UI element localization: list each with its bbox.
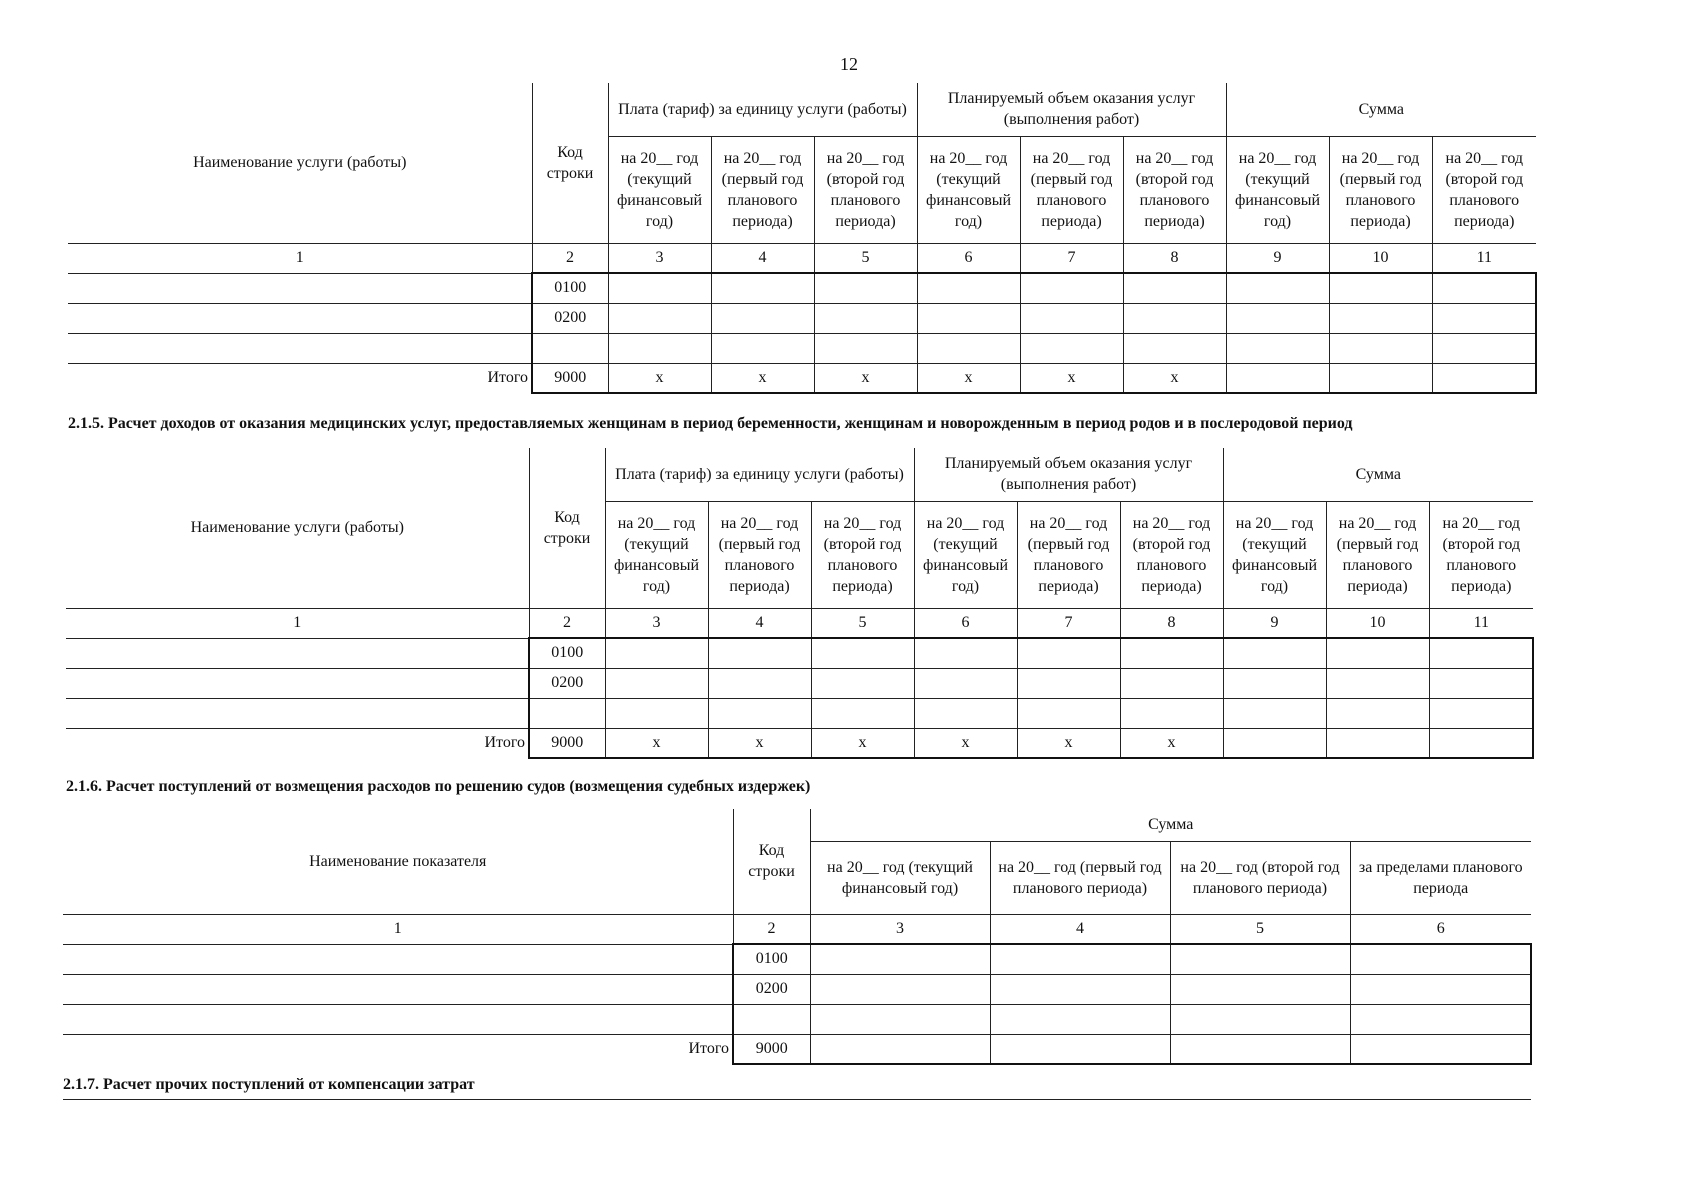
row-code: 0100 xyxy=(532,273,608,303)
total-label: Итого xyxy=(66,728,529,758)
col-number: 6 xyxy=(1350,914,1531,944)
section-title-2-1-5: 2.1.5. Расчет доходов от оказания медицинских услуг, предоставляемых женщинам в период беременности, женщинам и новорожденным в период родов и в послеродовой период xyxy=(68,415,1353,432)
group-header-tariff: Плата (тариф) за единицу услуги (работы) xyxy=(605,448,914,501)
col-number: 9 xyxy=(1223,608,1326,638)
table-court-refunds xyxy=(63,809,1532,1065)
col-number: 2 xyxy=(532,243,608,273)
col-number: 5 xyxy=(811,608,914,638)
total-label: Итого xyxy=(68,363,532,393)
col-number: 11 xyxy=(1429,608,1533,638)
total-row xyxy=(63,1034,1531,1064)
col-number: 5 xyxy=(1170,914,1350,944)
col-header-year-current: на 20__ год (текущий финансовый год) xyxy=(605,501,708,608)
col-header-year-second: на 20__ год (второй год планового периода) xyxy=(1123,136,1226,243)
col-number: 8 xyxy=(1120,608,1223,638)
col-header-code: Код строки xyxy=(532,83,608,243)
row-code xyxy=(529,698,605,728)
col-number: 5 xyxy=(814,243,917,273)
x-mark: x xyxy=(1120,728,1223,758)
col-header-year-current: на 20__ год (текущий финансовый год) xyxy=(914,501,1017,608)
col-number: 4 xyxy=(708,608,811,638)
col-header-name: Наименование показателя xyxy=(63,809,733,914)
group-header-sum: Сумма xyxy=(810,809,1531,841)
col-number: 11 xyxy=(1432,243,1536,273)
x-mark: x xyxy=(917,363,1020,393)
x-mark: x xyxy=(814,363,917,393)
col-header-year-second: на 20__ год (второй год планового периода) xyxy=(1170,841,1350,914)
col-number: 6 xyxy=(917,243,1020,273)
col-header-year-first: на 20__ год (первый год планового периода) xyxy=(1326,501,1429,608)
col-header-year-first: на 20__ год (первый год планового периода) xyxy=(1020,136,1123,243)
col-header-year-current: на 20__ год (текущий финансовый год) xyxy=(810,841,990,914)
x-mark: x xyxy=(1017,728,1120,758)
table-row xyxy=(66,668,1533,698)
col-header-year-second: на 20__ год (второй год планового периода) xyxy=(811,501,914,608)
col-header-name: Наименование услуги (работы) xyxy=(68,83,532,243)
col-header-year-second: на 20__ год (второй год планового периода) xyxy=(1432,136,1536,243)
x-mark: x xyxy=(708,728,811,758)
group-header-tariff: Плата (тариф) за единицу услуги (работы) xyxy=(608,83,917,136)
col-number: 1 xyxy=(63,914,733,944)
col-header-year-first: на 20__ год (первый год планового периода) xyxy=(711,136,814,243)
x-mark: x xyxy=(1123,363,1226,393)
col-header-year-current: на 20__ год (текущий финансовый год) xyxy=(1223,501,1326,608)
col-number: 7 xyxy=(1020,243,1123,273)
row-code xyxy=(532,333,608,363)
row-code: 0200 xyxy=(529,668,605,698)
row-code: 0100 xyxy=(529,638,605,668)
col-header-code: Код строки xyxy=(529,448,605,608)
col-number: 10 xyxy=(1329,243,1432,273)
col-header-year-second: на 20__ год (второй год планового периода) xyxy=(1429,501,1533,608)
total-label: Итого xyxy=(63,1034,733,1064)
section-underline xyxy=(63,1099,1531,1100)
col-number: 4 xyxy=(990,914,1170,944)
table-row xyxy=(63,974,1531,1004)
total-code: 9000 xyxy=(532,363,608,393)
col-number: 10 xyxy=(1326,608,1429,638)
col-number: 3 xyxy=(608,243,711,273)
group-header-volume: Планируемый объем оказания услуг (выполнения работ) xyxy=(917,83,1226,136)
col-number: 3 xyxy=(810,914,990,944)
col-header-code: Код строки xyxy=(733,809,810,914)
col-header-year-second: на 20__ год (второй год планового периода) xyxy=(1120,501,1223,608)
col-header-year-current: на 20__ год (текущий финансовый год) xyxy=(917,136,1020,243)
table-services-1 xyxy=(68,83,1537,394)
row-code: 0200 xyxy=(532,303,608,333)
table-row xyxy=(66,698,1533,728)
col-number: 7 xyxy=(1017,608,1120,638)
col-header-year-current: на 20__ год (текущий финансовый год) xyxy=(608,136,711,243)
row-code: 0100 xyxy=(733,944,810,974)
table-row xyxy=(63,944,1531,974)
col-header-year-second: на 20__ год (второй год планового периода) xyxy=(814,136,917,243)
x-mark: x xyxy=(711,363,814,393)
table-row xyxy=(63,1004,1531,1034)
col-header-year-current: на 20__ год (текущий финансовый год) xyxy=(1226,136,1329,243)
page-number: 12 xyxy=(840,54,858,74)
group-header-sum: Сумма xyxy=(1223,448,1533,501)
group-header-sum: Сумма xyxy=(1226,83,1536,136)
col-number: 1 xyxy=(68,243,532,273)
col-number: 8 xyxy=(1123,243,1226,273)
total-code: 9000 xyxy=(733,1034,810,1064)
table-row xyxy=(68,303,1536,333)
x-mark: x xyxy=(605,728,708,758)
table-row xyxy=(68,273,1536,303)
table-row xyxy=(68,333,1536,363)
col-number: 3 xyxy=(605,608,708,638)
x-mark: x xyxy=(811,728,914,758)
total-row xyxy=(66,728,1533,758)
col-header-name: Наименование услуги (работы) xyxy=(66,448,529,608)
col-number: 1 xyxy=(66,608,529,638)
x-mark: x xyxy=(914,728,1017,758)
col-number: 6 xyxy=(914,608,1017,638)
col-header-year-first: на 20__ год (первый год планового периода) xyxy=(990,841,1170,914)
col-header-year-first: на 20__ год (первый год планового периода) xyxy=(1329,136,1432,243)
section-title-2-1-7: 2.1.7. Расчет прочих поступлений от компенсации затрат xyxy=(63,1076,475,1093)
total-code: 9000 xyxy=(529,728,605,758)
col-header-year-first: на 20__ год (первый год планового периода) xyxy=(1017,501,1120,608)
x-mark: x xyxy=(608,363,711,393)
row-code: 0200 xyxy=(733,974,810,1004)
col-header-year-first: на 20__ год (первый год планового периода) xyxy=(708,501,811,608)
total-row xyxy=(68,363,1536,393)
col-header-beyond: за пределами планового периода xyxy=(1350,841,1531,914)
section-title-2-1-6: 2.1.6. Расчет поступлений от возмещения расходов по решению судов (возмещения судебных издержек) xyxy=(66,778,811,795)
x-mark: x xyxy=(1020,363,1123,393)
row-code xyxy=(733,1004,810,1034)
col-number: 4 xyxy=(711,243,814,273)
col-number: 2 xyxy=(733,914,810,944)
table-services-2 xyxy=(66,448,1534,759)
col-number: 2 xyxy=(529,608,605,638)
group-header-volume: Планируемый объем оказания услуг (выполнения работ) xyxy=(914,448,1223,501)
table-row xyxy=(66,638,1533,668)
col-number: 9 xyxy=(1226,243,1329,273)
